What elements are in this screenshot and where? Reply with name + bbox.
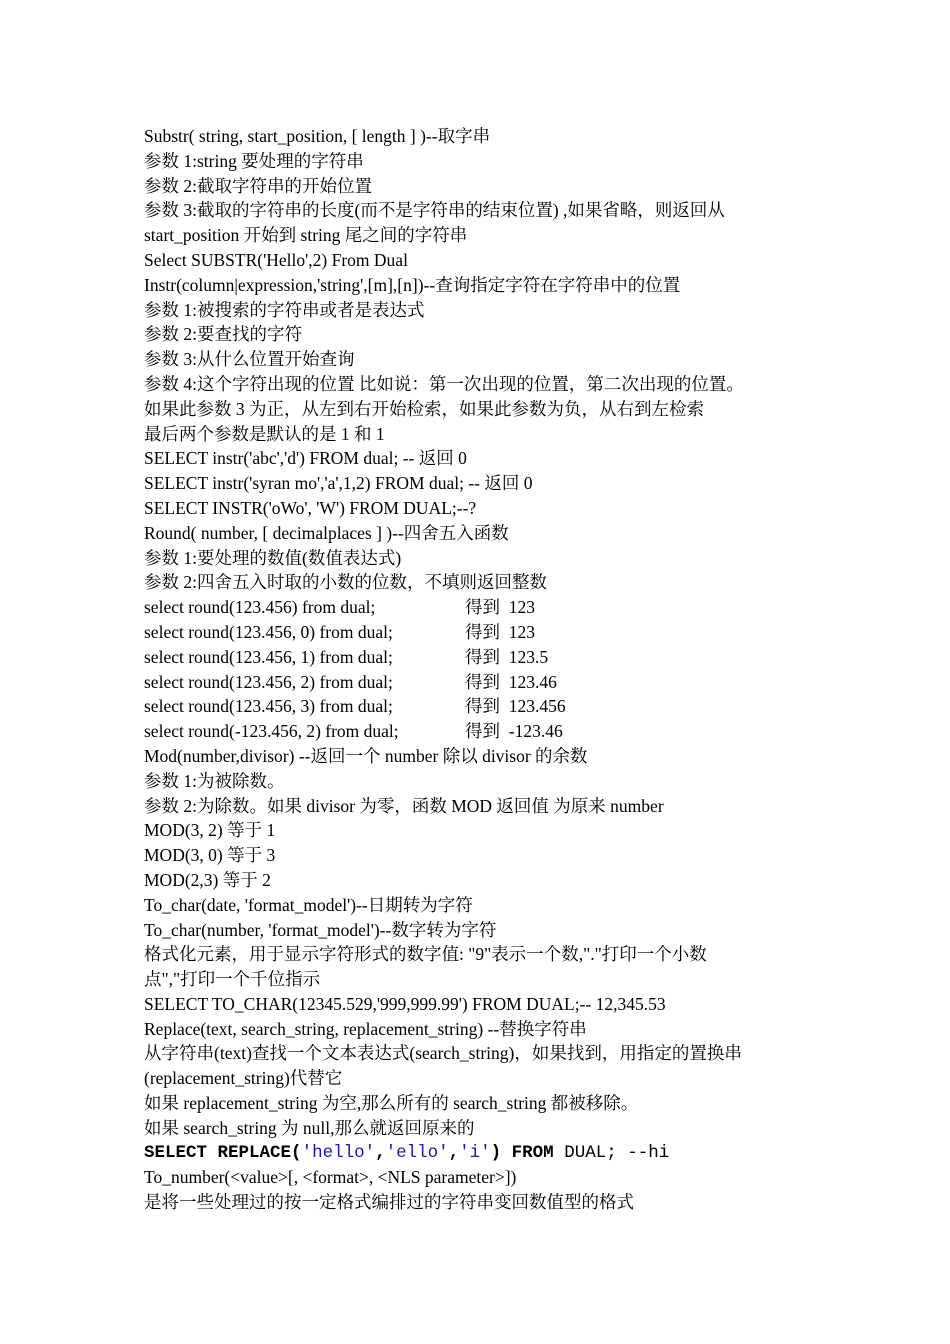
text-line: 如果 replacement_string 为空,那么所有的 search_string 都被移除。 — [144, 1093, 639, 1114]
text-line: Mod(number,divisor) --返回一个 number 除以 divisor 的余数 — [144, 745, 588, 766]
text-line: 参数 1:被搜索的字符串或者是表达式 — [144, 299, 425, 320]
text-line: Select SUBSTR('Hello',2) From Dual — [144, 249, 408, 270]
text-line: To_char(number, 'format_model')--数字转为字符 — [144, 919, 497, 940]
text-line: 参数 3:截取的字符串的长度(而不是字符串的结束位置) ,如果省略，则返回从 — [144, 200, 725, 221]
text-line: 最后两个参数是默认的是 1 和 1 — [144, 423, 385, 444]
text-line: Round( number, [ decimalplaces ] )--四舍五入函数 — [144, 522, 509, 543]
round-example-row — [144, 620, 844, 645]
sql-string-literal: 'ello' — [385, 1142, 449, 1163]
text-line: 格式化元素，用于显示字符形式的数字值: "9"表示一个数,"."打印一个小数 — [144, 944, 707, 965]
text-line: 参数 1:要处理的数值(数值表达式) — [144, 547, 402, 568]
text-line: 参数 2:四舍五入时取的小数的位数，不填则返回整数 — [144, 572, 547, 593]
sql-keyword-select: SELECT — [144, 1142, 208, 1163]
sql-string-literal: 'hello' — [301, 1142, 376, 1163]
round-example-result: 得到 123 — [465, 621, 535, 642]
sql-comma: , — [375, 1142, 386, 1163]
text-line: To_char(date, 'format_model')--日期转为字符 — [144, 894, 473, 915]
round-example-result: 得到 123 — [465, 597, 535, 618]
text-line: 点","打印一个千位指示 — [144, 969, 321, 990]
text-line: 参数 3:从什么位置开始查询 — [144, 349, 355, 370]
text-line: 参数 1:string 要处理的字符串 — [144, 150, 364, 171]
text-line: 从字符串(text)查找一个文本表达式(search_string)，如果找到，用指定的置换串 — [144, 1043, 742, 1064]
round-example-result: 得到 123.456 — [465, 696, 566, 717]
round-example-row — [144, 670, 844, 695]
text-line: SELECT instr('syran mo','a',1,2) FROM dual; -- 返回 0 — [144, 473, 533, 494]
text-line: To_number(<value>[, <format>, <NLS parameter>]) — [144, 1167, 517, 1188]
sql-code-rest: DUAL; --hi — [553, 1142, 670, 1163]
round-example-code: select round(123.456, 2) from dual; — [144, 671, 393, 692]
round-example-code: select round(-123.456, 2) from dual; — [144, 721, 399, 742]
sql-comma: , — [448, 1142, 460, 1163]
text-line: 参数 2:为除数。如果 divisor 为零，函数 MOD 返回值 为原来 number — [144, 795, 664, 816]
text-line: (replacement_string)代替它 — [144, 1068, 343, 1089]
text-line: start_position 开始到 string 尾之间的字符串 — [144, 225, 468, 246]
text-line: 是将一些处理过的按一定格式编排过的字符串变回数值型的格式 — [144, 1192, 634, 1213]
round-example-code: select round(123.456, 3) from dual; — [144, 696, 393, 717]
text-line: 如果 search_string 为 null,那么就返回原来的 — [144, 1117, 475, 1138]
text-line: 参数 2:截取字符串的开始位置 — [144, 175, 372, 196]
sql-keyword-replace: REPLACE — [217, 1142, 292, 1163]
text-line: SELECT instr('abc','d') FROM dual; -- 返回 0 — [144, 448, 467, 469]
text-line: SELECT INSTR('oWo', 'W') FROM DUAL;--? — [144, 497, 477, 518]
text-line: 参数 4:这个字符出现的位置 比如说：第一次出现的位置，第二次出现的位置。 — [144, 373, 744, 394]
text-line: 如果此参数 3 为正，从左到右开始检索，如果此参数为负，从右到左检索 — [144, 398, 704, 419]
round-example-code: select round(123.456) from dual; — [144, 597, 376, 618]
text-line: Instr(column|expression,'string',[m],[n])--查询指定字符在字符串中的位置 — [144, 274, 681, 295]
sql-string-literal: 'i' — [459, 1142, 491, 1163]
round-example-result: 得到 123.46 — [465, 671, 557, 692]
round-example-code: select round(123.456, 1) from dual; — [144, 646, 393, 667]
text-line: MOD(2,3) 等于 2 — [144, 869, 271, 890]
round-example-result: 得到 -123.46 — [465, 721, 563, 742]
sql-paren: ) — [490, 1142, 502, 1163]
round-example-code: select round(123.456, 0) from dual; — [144, 621, 393, 642]
document-body — [144, 124, 844, 1215]
text-line: Replace(text, search_string, replacement_string) --替换字符串 — [144, 1018, 587, 1039]
text-line: 参数 2:要查找的字符 — [144, 324, 302, 345]
round-example-result: 得到 123.5 — [465, 646, 549, 667]
text-line: 参数 1:为被除数。 — [144, 770, 285, 791]
sql-keyword-from: FROM — [511, 1142, 554, 1163]
text-line: MOD(3, 2) 等于 1 — [144, 820, 276, 841]
round-example-row — [144, 694, 844, 719]
sql-code-line — [144, 1141, 844, 1166]
text-line: SELECT TO_CHAR(12345.529,'999,999.99') FROM DUAL;-- 12,345.53 — [144, 993, 666, 1014]
text-line: MOD(3, 0) 等于 3 — [144, 845, 276, 866]
round-example-row — [144, 645, 844, 670]
text-line: Substr( string, start_position, [ length ] )--取字串 — [144, 126, 491, 146]
round-example-row — [144, 595, 844, 620]
sql-paren: ( — [291, 1142, 302, 1163]
round-example-row — [144, 719, 844, 744]
